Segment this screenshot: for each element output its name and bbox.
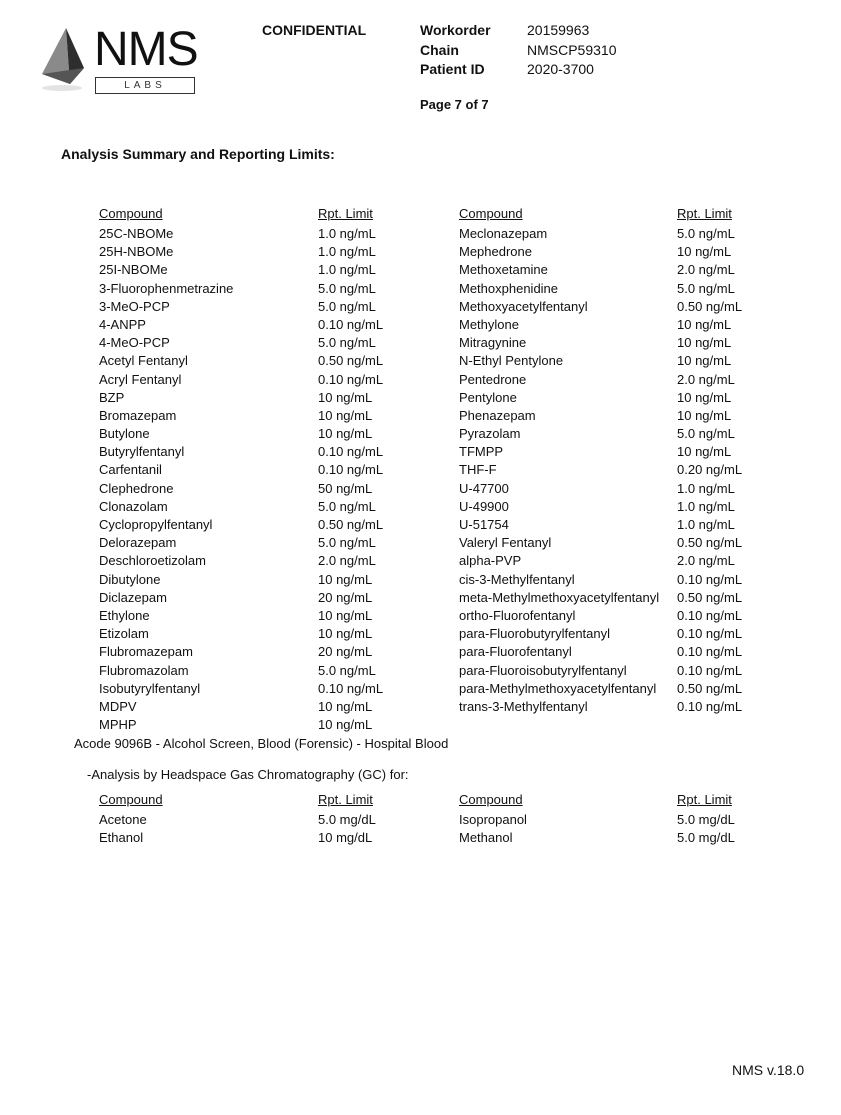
workorder-value: 20159963 xyxy=(527,22,590,38)
compound-name: Pentylone xyxy=(459,389,517,405)
column-header-rpt-limit: Rpt. Limit xyxy=(318,206,373,221)
compound-name: Pyrazolam xyxy=(459,426,521,442)
compound-name: Carfentanil xyxy=(99,462,162,478)
compound-name: Methanol xyxy=(459,830,513,846)
compound-name: Butylone xyxy=(99,426,150,442)
compound-name: U-49900 xyxy=(459,498,509,514)
rpt-limit-value: 0.10 ng/mL xyxy=(318,462,384,478)
rpt-limit-value: 0.10 ng/mL xyxy=(677,698,743,714)
version-footer: NMS v.18.0 xyxy=(732,1062,805,1078)
rpt-limit-value: 1.0 ng/mL xyxy=(318,226,376,241)
rpt-limit-value: 0.10 ng/mL xyxy=(318,371,384,387)
compound-name: alpha-PVP xyxy=(459,553,522,569)
pyramid-icon xyxy=(38,26,90,96)
compound-name: THF-F xyxy=(459,462,497,478)
workorder-label: Workorder xyxy=(420,22,491,38)
rpt-limit-value: 5.0 ng/mL xyxy=(677,426,735,442)
compound-name: Butyrylfentanyl xyxy=(99,444,185,460)
rpt-limit-value: 10 ng/mL xyxy=(318,389,373,405)
rpt-limit-value: 5.0 mg/dL xyxy=(677,830,735,846)
column-header-rpt-limit: Rpt. Limit xyxy=(677,206,732,221)
section-title: Analysis Summary and Reporting Limits: xyxy=(61,146,335,162)
logo-subtext: LABS xyxy=(95,77,195,94)
chain-label: Chain xyxy=(420,42,459,58)
rpt-limit-value: 5.0 ng/mL xyxy=(318,335,376,351)
nms-labs-logo xyxy=(38,22,198,97)
compound-name: Methoxphenidine xyxy=(459,280,559,296)
rpt-limit-value: 1.0 ng/mL xyxy=(318,244,376,260)
rpt-limit-value: 0.10 ng/mL xyxy=(318,444,384,460)
compound-name: Clephedrone xyxy=(99,480,174,496)
compound-name: 3-Fluorophenmetrazine xyxy=(99,280,234,296)
compound-name: para-Fluorobutyrylfentanyl xyxy=(459,626,611,642)
compound-name: U-51754 xyxy=(459,517,509,532)
compound-name: Meclonazepam xyxy=(459,226,548,241)
rpt-limit-value: 10 ng/mL xyxy=(677,244,732,260)
compound-name: Etizolam xyxy=(99,626,149,642)
column-header-compound: Compound xyxy=(99,792,163,807)
compound-name: Phenazepam xyxy=(459,407,536,423)
rpt-limit-value: 0.50 ng/mL xyxy=(677,535,743,551)
rpt-limit-value: 2.0 ng/mL xyxy=(677,262,735,278)
rpt-limit-value: 5.0 ng/mL xyxy=(318,662,376,678)
compound-name: Deschloroetizolam xyxy=(99,553,206,569)
compound-name: Methoxetamine xyxy=(459,262,548,278)
rpt-limit-value: 2.0 ng/mL xyxy=(318,553,376,569)
chain-value: NMSCP59310 xyxy=(527,42,617,58)
compound-name: 3-MeO-PCP xyxy=(99,298,170,314)
compound-name: 25I-NBOMe xyxy=(99,262,168,278)
compound-name: N-Ethyl Pentylone xyxy=(459,353,564,369)
rpt-limit-value: 2.0 ng/mL xyxy=(677,553,735,569)
compound-name: Valeryl Fentanyl xyxy=(459,535,552,551)
rpt-limit-value: 10 ng/mL xyxy=(318,698,373,714)
rpt-limit-value: 10 ng/mL xyxy=(677,407,732,423)
rpt-limit-value: 0.50 ng/mL xyxy=(677,298,743,314)
compound-name: ortho-Fluorofentanyl xyxy=(459,607,576,623)
rpt-limit-value: 5.0 ng/mL xyxy=(318,535,376,551)
rpt-limit-value: 5.0 ng/mL xyxy=(318,298,376,314)
rpt-limit-value: 5.0 ng/mL xyxy=(677,226,735,241)
rpt-limit-value: 10 ng/mL xyxy=(318,407,373,423)
compound-name: para-Fluoroisobutyrylfentanyl xyxy=(459,662,627,678)
rpt-limit-value: 2.0 ng/mL xyxy=(677,371,735,387)
compound-name: Mephedrone xyxy=(459,244,532,260)
rpt-limit-value: 10 ng/mL xyxy=(318,607,373,623)
rpt-limit-value: 1.0 ng/mL xyxy=(677,517,735,532)
rpt-limit-value: 10 mg/dL xyxy=(318,830,373,846)
rpt-limit-value: 10 ng/mL xyxy=(677,444,732,460)
compound-name: BZP xyxy=(99,389,125,405)
compound-name: para-Fluorofentanyl xyxy=(459,644,572,660)
rpt-limit-value: 0.10 ng/mL xyxy=(677,607,743,623)
rpt-limit-value: 5.0 ng/mL xyxy=(318,280,376,296)
column-header-compound: Compound xyxy=(459,792,523,807)
rpt-limit-value: 10 ng/mL xyxy=(318,426,373,442)
rpt-limit-value: 0.50 ng/mL xyxy=(677,589,743,605)
rpt-limit-value: 1.0 ng/mL xyxy=(677,498,735,514)
compound-name: 4-ANPP xyxy=(99,316,146,332)
rpt-limit-value: 5.0 mg/dL xyxy=(677,812,735,827)
compound-name: Dibutylone xyxy=(99,571,161,587)
gc-analysis-note: -Analysis by Headspace Gas Chromatography (GC) for: xyxy=(87,767,409,782)
rpt-limit-value: 10 ng/mL xyxy=(677,335,732,351)
rpt-limit-value: 10 ng/mL xyxy=(318,717,373,733)
rpt-limit-value: 10 ng/mL xyxy=(677,316,732,332)
rpt-limit-value: 5.0 mg/dL xyxy=(318,812,376,827)
compound-name: MDPV xyxy=(99,698,137,714)
compound-name: para-Methylmethoxyacetylfentanyl xyxy=(459,680,657,696)
confidential-label: CONFIDENTIAL xyxy=(262,22,367,38)
rpt-limit-value: 0.50 ng/mL xyxy=(318,517,384,532)
rpt-limit-value: 10 ng/mL xyxy=(677,353,732,369)
compound-name: Acetone xyxy=(99,812,147,827)
rpt-limit-value: 20 ng/mL xyxy=(318,589,373,605)
compound-name: MPHP xyxy=(99,717,137,733)
compound-name: TFMPP xyxy=(459,444,504,460)
patient-id-label: Patient ID xyxy=(420,61,485,77)
rpt-limit-value: 10 ng/mL xyxy=(318,571,373,587)
compound-name: Flubromazolam xyxy=(99,662,189,678)
compound-name: Diclazepam xyxy=(99,589,167,605)
rpt-limit-value: 0.10 ng/mL xyxy=(677,626,743,642)
compound-name: cis-3-Methylfentanyl xyxy=(459,571,575,587)
column-header-rpt-limit: Rpt. Limit xyxy=(677,792,732,807)
rpt-limit-value: 0.10 ng/mL xyxy=(677,662,743,678)
compound-name: Isopropanol xyxy=(459,812,527,827)
compound-name: Acryl Fentanyl xyxy=(99,371,182,387)
compound-name: Clonazolam xyxy=(99,498,168,514)
rpt-limit-value: 0.50 ng/mL xyxy=(677,680,743,696)
compound-name: meta-Methylmethoxyacetylfentanyl xyxy=(459,589,660,605)
compound-name: Acetyl Fentanyl xyxy=(99,353,188,369)
compound-name: Isobutyrylfentanyl xyxy=(99,680,201,696)
rpt-limit-value: 10 ng/mL xyxy=(318,626,373,642)
logo-text: NMS xyxy=(94,23,198,76)
rpt-limit-value: 0.50 ng/mL xyxy=(318,353,384,369)
page-number: Page 7 of 7 xyxy=(420,97,489,112)
compound-name: Methylone xyxy=(459,316,519,332)
compound-name: 25C-NBOMe xyxy=(99,226,174,241)
compound-name: Bromazepam xyxy=(99,407,177,423)
rpt-limit-value: 0.10 ng/mL xyxy=(318,316,384,332)
compound-name: Flubromazepam xyxy=(99,644,193,660)
column-header-compound: Compound xyxy=(99,206,163,221)
acode-line: Acode 9096B - Alcohol Screen, Blood (Forensic) - Hospital Blood xyxy=(74,736,449,751)
compound-name: Ethylone xyxy=(99,607,150,623)
compound-name: Methoxyacetylfentanyl xyxy=(459,298,588,314)
patient-id-value: 2020-3700 xyxy=(527,61,594,77)
compound-name: Ethanol xyxy=(99,830,144,846)
rpt-limit-value: 5.0 ng/mL xyxy=(677,280,735,296)
rpt-limit-value: 1.0 ng/mL xyxy=(677,480,735,496)
rpt-limit-value: 50 ng/mL xyxy=(318,480,373,496)
rpt-limit-value: 0.20 ng/mL xyxy=(677,462,743,478)
rpt-limit-value: 1.0 ng/mL xyxy=(318,262,376,278)
rpt-limit-value: 20 ng/mL xyxy=(318,644,373,660)
compound-name: U-47700 xyxy=(459,480,509,496)
rpt-limit-value: 10 ng/mL xyxy=(677,389,732,405)
compound-name: 4-MeO-PCP xyxy=(99,335,170,351)
column-header-compound: Compound xyxy=(459,206,523,221)
compound-name: Pentedrone xyxy=(459,371,527,387)
rpt-limit-value: 0.10 ng/mL xyxy=(318,680,384,696)
rpt-limit-value: 0.10 ng/mL xyxy=(677,644,743,660)
compound-name: Mitragynine xyxy=(459,335,527,351)
compound-name: Cyclopropylfentanyl xyxy=(99,517,213,532)
compound-name: Delorazepam xyxy=(99,535,177,551)
compound-name: 25H-NBOMe xyxy=(99,244,174,260)
column-header-rpt-limit: Rpt. Limit xyxy=(318,792,373,807)
rpt-limit-value: 5.0 ng/mL xyxy=(318,498,376,514)
compound-name: trans-3-Methylfentanyl xyxy=(459,698,588,714)
rpt-limit-value: 0.10 ng/mL xyxy=(677,571,743,587)
